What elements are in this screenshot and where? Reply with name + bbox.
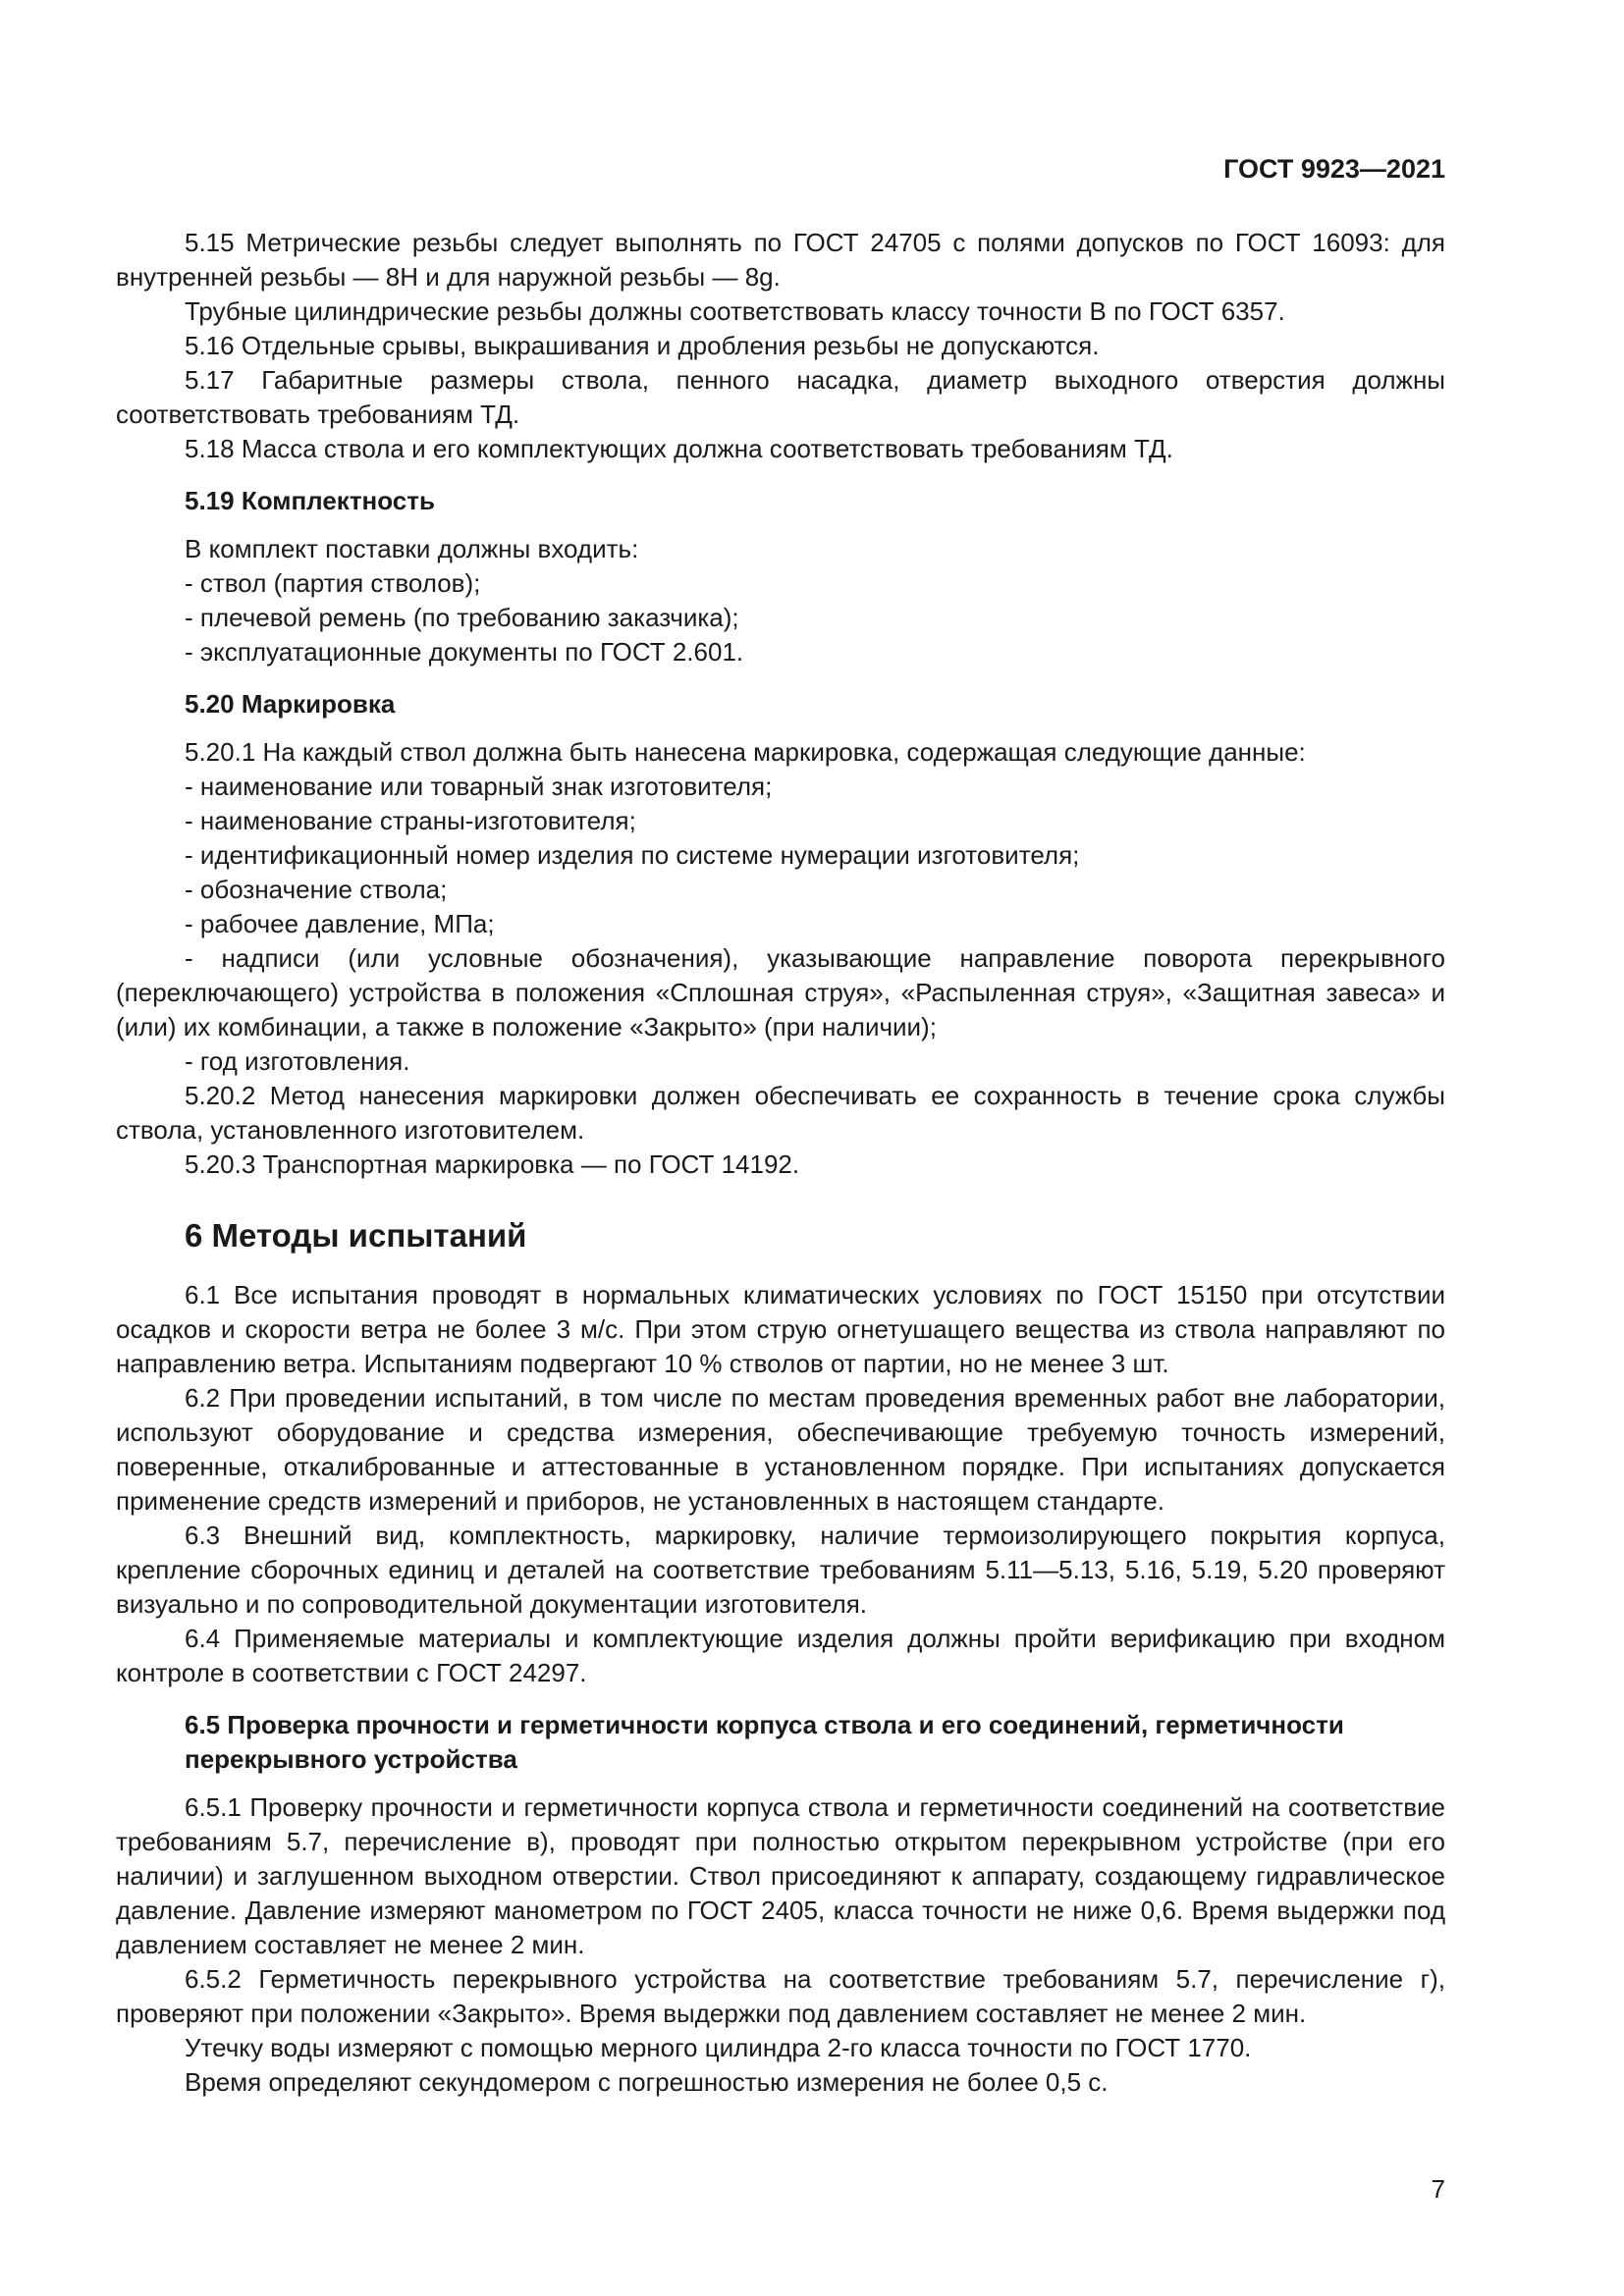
heading-5-19: 5.19 Комплектность	[185, 486, 435, 515]
list-item: - ствол (партия стволов);	[185, 568, 481, 598]
paragraph-6-5-2: 6.5.2 Герметичность перекрывного устройства на соответствие требованиям 5.7, перечисление г), проверяют при положении «Закрыто». Время выдержки под давлением составляет не менее 2 мин.	[116, 1964, 1445, 2028]
paragraph-6-2: 6.2 При проведении испытаний, в том числе по местам проведения временных работ вне лаборатории, используют оборудование и средства измерения, обеспечивающие требуемую точность измерений, поверенные, откалиброванные и аттестованные в установленном порядке. При испытаниях допускается применение средств измерений и приборов, не установленных в настоящем стандарте.	[116, 1383, 1445, 1516]
paragraph-5-20-1: 5.20.1 На каждый ствол должна быть нанесена маркировка, содержащая следующие данные:	[185, 737, 1306, 767]
paragraph-5-15-pipe-threads: Трубные цилиндрические резьбы должны соответствовать классу точности В по ГОСТ 6357.	[185, 296, 1285, 326]
list-item: - год изготовления.	[185, 1046, 410, 1076]
paragraph-6-3: 6.3 Внешний вид, комплектность, маркировку, наличие термоизолирующего покрытия корпуса, крепление сборочных единиц и деталей на соответствие требованиям 5.11—5.13, 5.16, 5.19, 5.20 проверяют визуально и по сопроводительной документации изготовителя.	[116, 1521, 1445, 1619]
list-item: - идентификационный номер изделия по системе нумерации изготовителя;	[185, 840, 1080, 870]
paragraph-5-16: 5.16 Отдельные срывы, выкрашивания и дробления резьбы не допускаются.	[185, 331, 1100, 360]
page-body	[116, 226, 1445, 2100]
paragraph-6-5-2-time: Время определяют секундомером с погрешностью измерения не более 0,5 с.	[185, 2067, 1109, 2097]
heading-5-20: 5.20 Маркировка	[185, 689, 396, 719]
section-6-title: 6 Методы испытаний	[185, 1217, 527, 1254]
list-item: - эксплуатационные документы по ГОСТ 2.601.	[185, 637, 744, 667]
list-item: - рабочее давление, МПа;	[185, 909, 495, 938]
paragraph-6-1: 6.1 Все испытания проводят в нормальных климатических условиях по ГОСТ 15150 при отсутствии осадков и скорости ветра не более 3 м/с. При этом струю огнетушащего вещества из ствола направляют по направлению ветра. Испытаниям подвергают 10 % стволов от партии, но не менее 3 шт.	[116, 1280, 1445, 1378]
list-item: - обозначение ствола;	[185, 875, 448, 904]
paragraph-6-5-2-leak: Утечку воды измеряют с помощью мерного цилиндра 2-го класса точности по ГОСТ 1770.	[185, 2033, 1252, 2062]
list-item: - наименование или товарный знак изготовителя;	[185, 772, 773, 801]
paragraph-5-17: 5.17 Габаритные размеры ствола, пенного насадка, диаметр выходного отверстия должны соответствовать требованиям ТД.	[116, 365, 1445, 429]
list-item: - наименование страны-изготовителя;	[185, 806, 636, 835]
paragraph-5-19: В комплект поставки должны входить:	[185, 534, 639, 563]
paragraph-5-20-2: 5.20.2 Метод нанесения маркировки должен обеспечивать ее сохранность в течение срока службы ствола, установленного изготовителем.	[116, 1081, 1445, 1145]
page-number: 7	[1431, 2174, 1445, 2204]
document-code-header: ГОСТ 9923—2021	[1223, 154, 1445, 184]
paragraph-5-15: 5.15 Метрические резьбы следует выполнять по ГОСТ 24705 с полями допусков по ГОСТ 16093: для внутренней резьбы — 8H и для наружной резьбы — 8g.	[116, 228, 1445, 292]
list-item: - плечевой ремень (по требованию заказчика);	[185, 603, 739, 632]
list-item: - надписи (или условные обозначения), указывающие направление поворота перекрывного (переключающего) устройства в положения «Сплошная струя», «Распыленная струя», «Защитная завеса» и (или) их комбинации, а также в положение «Закрыто» (при наличии);	[116, 943, 1445, 1041]
heading-6-5: 6.5 Проверка прочности и герметичности корпуса ствола и его соединений, герметичности перекрывного устройства	[185, 1710, 1344, 1774]
paragraph-6-4: 6.4 Применяемые материалы и комплектующие изделия должны пройти верификацию при входном контроле в соответствии с ГОСТ 24297.	[116, 1624, 1445, 1687]
paragraph-5-18: 5.18 Масса ствола и его комплектующих должна соответствовать требованиям ТД.	[185, 434, 1173, 463]
paragraph-6-5-1: 6.5.1 Проверку прочности и герметичности корпуса ствола и герметичности соединений на соответствие требованиям 5.7, перечисление в), проводят при полностью открытом перекрывном устройстве (при его наличии) и заглушенном выходном отверстии. Ствол присоединяют к аппарату, создающему гидравлическое давление. Давление измеряют манометром по ГОСТ 2405, класса точности не ниже 0,6. Время выдержки под давлением составляет не менее 2 мин.	[116, 1792, 1445, 1959]
paragraph-5-20-3: 5.20.3 Транспортная маркировка — по ГОСТ 14192.	[185, 1149, 800, 1179]
